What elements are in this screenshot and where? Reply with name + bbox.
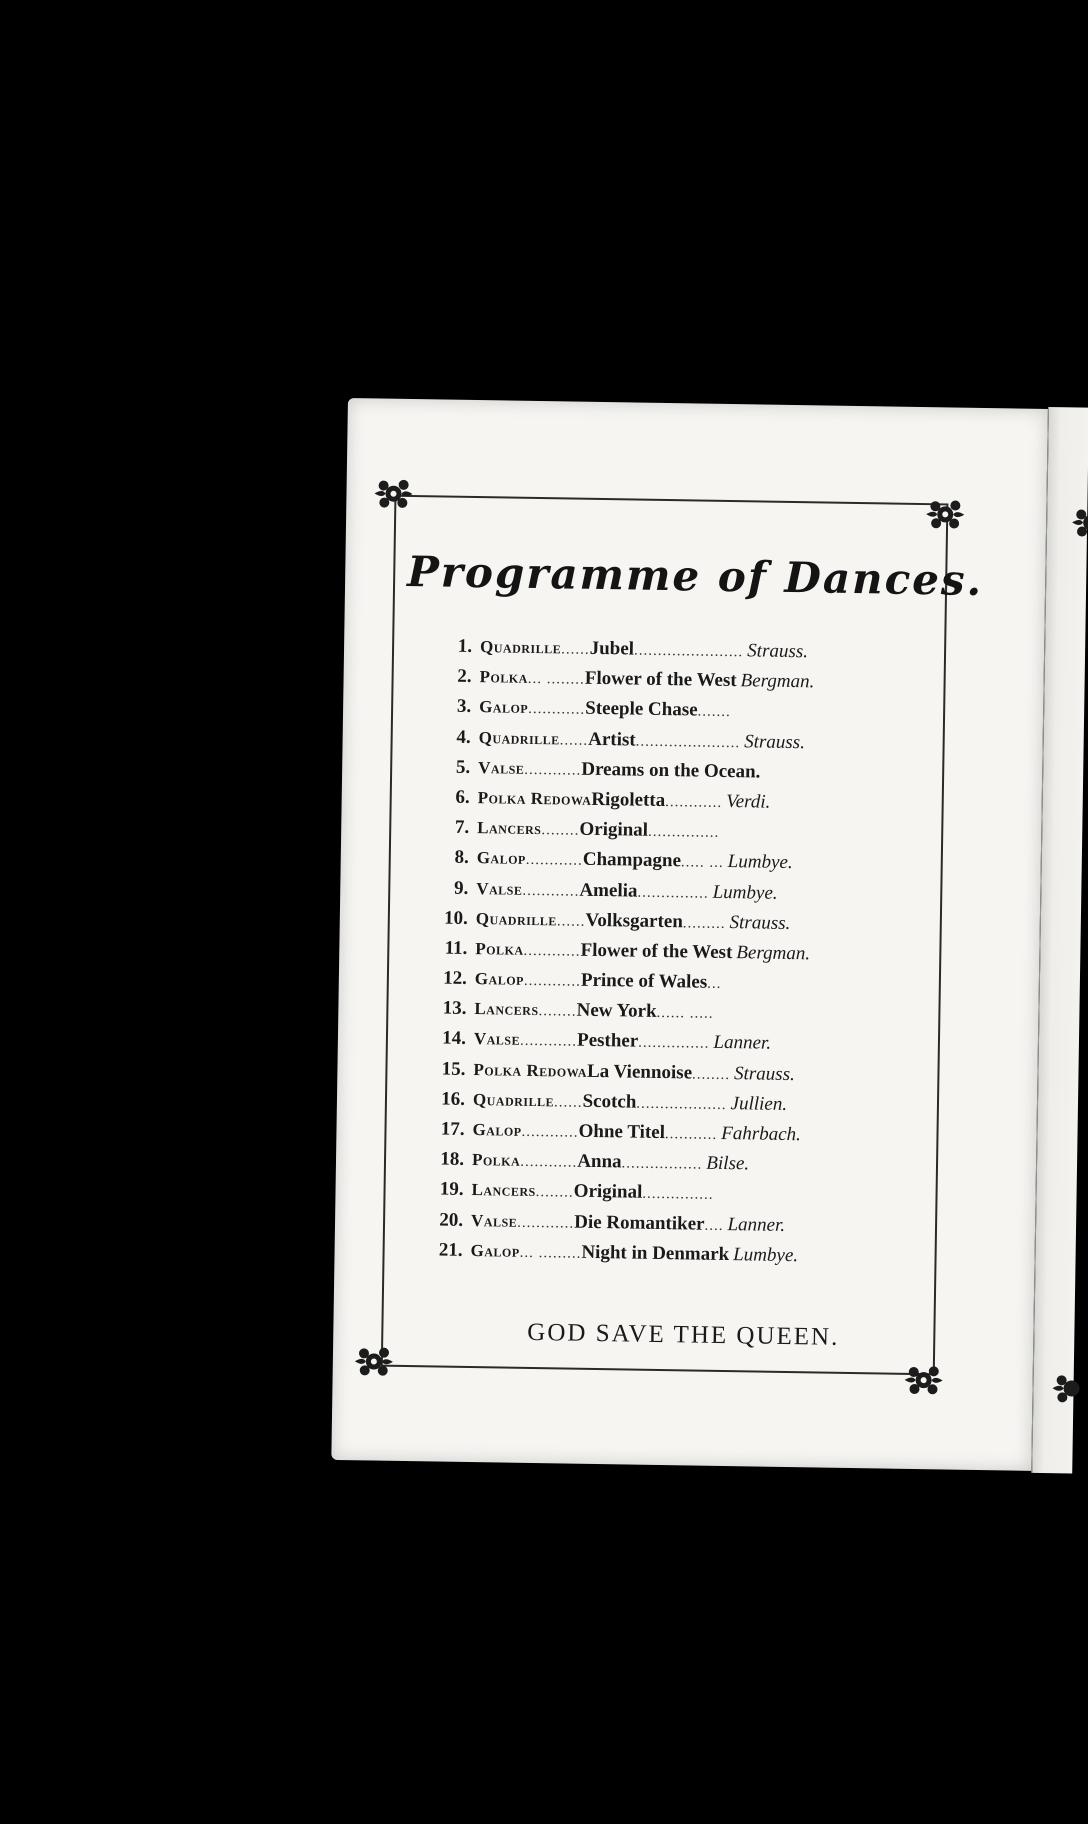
dance-number: 4.: [456, 726, 471, 748]
dance-piece: Prince of Wales: [580, 969, 708, 993]
dance-number: 21.: [438, 1239, 463, 1261]
dance-piece: La Viennoise: [586, 1060, 693, 1084]
dance-piece: Amelia: [579, 879, 638, 902]
dance-piece: Pesther: [576, 1030, 639, 1053]
leader-dots: ............: [524, 761, 582, 779]
dance-type: Valse: [476, 878, 523, 899]
leader-dots: ......: [559, 731, 589, 749]
dance-composer: Strauss.: [747, 640, 809, 663]
dance-number: 19.: [439, 1178, 464, 1201]
dance-type: Lancers: [474, 999, 539, 1020]
dance-composer: Fahrbach.: [721, 1122, 802, 1146]
dance-type: Valse: [478, 757, 525, 778]
dance-composer: Bergman.: [740, 670, 815, 693]
leader-dots: ...............: [638, 1035, 710, 1053]
dance-type: Galop: [476, 848, 526, 869]
leader-dots: ............: [523, 972, 582, 990]
programme-title: Programme of Dances.: [406, 546, 984, 605]
dance-number: 18.: [440, 1148, 465, 1171]
programme-card: [331, 398, 1048, 1471]
dance-piece: Artist: [588, 728, 636, 751]
dance-type: Valse: [473, 1029, 521, 1050]
dance-piece: Anna: [577, 1150, 622, 1173]
dance-piece: Scotch: [582, 1090, 637, 1113]
dance-piece: Rigoletta: [591, 788, 666, 811]
dance-piece: Die Romantiker: [574, 1211, 705, 1235]
dance-type: Quadrille: [475, 908, 558, 930]
dance-composer: Lumbye.: [727, 851, 793, 874]
dance-type: Polka Redowa: [473, 1059, 588, 1081]
dance-composer: Lumbye.: [733, 1243, 799, 1266]
floral-corner-icon: [922, 491, 969, 538]
leader-dots: ..... ...: [680, 854, 724, 872]
leader-dots: ...: [707, 975, 722, 992]
dance-piece: Night in Denmark: [581, 1241, 730, 1265]
dance-piece: Dreams on the Ocean.: [581, 758, 761, 783]
dance-piece: Volksgarten: [585, 909, 684, 933]
dance-number: 6.: [455, 786, 470, 808]
leader-dots: ........: [538, 1003, 577, 1020]
leader-dots: ...........: [664, 1126, 718, 1143]
leader-dots: ...................: [636, 1095, 727, 1113]
dance-number: 16.: [441, 1088, 466, 1110]
leader-dots: ............: [519, 1033, 578, 1051]
dance-composer: Lanner.: [713, 1032, 772, 1055]
dance-number: 3.: [456, 696, 472, 718]
dance-type: Galop: [470, 1240, 520, 1261]
leader-dots: ....: [704, 1217, 724, 1234]
dance-type: Galop: [474, 969, 525, 989]
leader-dots: ...............: [647, 823, 720, 842]
dance-composer: Bilse.: [706, 1152, 750, 1175]
leader-dots: ...............: [642, 1186, 714, 1204]
leader-dots: ...... .....: [656, 1005, 714, 1023]
dance-composer: Strauss.: [744, 730, 806, 753]
dance-type: Quadrille: [478, 727, 560, 748]
leader-dots: ...............: [637, 884, 709, 902]
dance-piece: Ohne Titel: [578, 1120, 666, 1144]
leader-dots: ............: [523, 942, 581, 960]
leader-dots: ......: [561, 641, 590, 658]
dance-number: 15.: [441, 1058, 466, 1080]
leader-dots: ............: [520, 1153, 578, 1171]
floral-corner-icon: [370, 470, 417, 517]
dance-number: 8.: [454, 847, 469, 869]
dance-number: 11.: [444, 937, 468, 959]
floral-corner-icon: [1048, 1365, 1088, 1412]
leader-dots: ............: [522, 882, 580, 900]
leader-dots: ......................: [635, 733, 741, 751]
dance-type: Galop: [479, 697, 529, 718]
dance-type: Lancers: [471, 1180, 536, 1201]
dance-piece: Steeple Chase: [585, 698, 698, 721]
floral-corner-icon: [351, 1338, 398, 1385]
dance-type: Quadrille: [479, 637, 562, 658]
dance-number: 13.: [442, 997, 467, 1020]
dance-type: Polka: [475, 938, 524, 959]
leader-dots: ........: [691, 1066, 731, 1083]
dance-piece: Champagne: [582, 849, 682, 872]
dance-piece: Flower of the West: [584, 667, 737, 692]
dance-number: 7.: [454, 816, 470, 839]
dance-number: 5.: [455, 756, 471, 778]
leader-dots: ............: [521, 1123, 579, 1141]
dance-composer: Lumbye.: [712, 881, 778, 904]
dance-number: 1.: [457, 635, 473, 657]
leader-dots: .........: [682, 915, 726, 932]
dance-number: 10.: [443, 907, 469, 929]
dance-type: Quadrille: [472, 1089, 555, 1111]
dance-type: Polka Redowa: [477, 788, 592, 809]
dance-type: Lancers: [477, 818, 542, 839]
leader-dots: ......: [556, 913, 586, 930]
floral-corner-icon: [1068, 499, 1088, 546]
leader-dots: ............: [517, 1214, 575, 1232]
dance-composer: Jullien.: [730, 1092, 788, 1115]
dance-piece: Flower of the West: [580, 939, 733, 963]
dance-composer: Strauss.: [733, 1062, 795, 1085]
dance-number: 14.: [442, 1027, 467, 1050]
dance-number: 12.: [442, 967, 468, 990]
closing-anthem: GOD SAVE THE QUEEN.: [527, 1318, 840, 1351]
leader-dots: ... ........: [527, 671, 585, 688]
dance-type: Polka: [471, 1150, 521, 1170]
dance-number: 20.: [439, 1209, 464, 1231]
leader-dots: ............: [528, 701, 586, 719]
leader-dots: ............: [525, 852, 583, 870]
dance-piece: New York: [576, 999, 657, 1023]
dance-type: Galop: [472, 1120, 522, 1140]
leader-dots: ........: [535, 1184, 574, 1202]
dance-piece: Original: [573, 1181, 643, 1204]
dance-composer: Bergman.: [736, 942, 811, 965]
leader-dots: ............: [665, 793, 723, 811]
leader-dots: ........: [541, 822, 580, 839]
leader-dots: ... .........: [519, 1244, 582, 1262]
leader-dots: ......: [553, 1094, 583, 1111]
dance-piece: Original: [579, 818, 649, 841]
dance-number: 9.: [453, 877, 469, 899]
dance-piece: Jubel: [589, 637, 635, 660]
dance-composer: Strauss.: [729, 911, 791, 934]
dance-composer: Verdi.: [726, 790, 771, 813]
dance-number: 17.: [440, 1118, 465, 1140]
dance-number: 2.: [457, 665, 472, 688]
dance-list: [424, 635, 974, 1277]
leader-dots: .......: [697, 703, 731, 721]
dance-composer: Lanner.: [727, 1213, 786, 1236]
leader-dots: .......................: [633, 642, 744, 661]
dance-type: Valse: [470, 1210, 518, 1231]
dance-type: Polka: [479, 667, 529, 688]
floral-corner-icon: [900, 1357, 947, 1404]
leader-dots: .................: [621, 1155, 703, 1173]
